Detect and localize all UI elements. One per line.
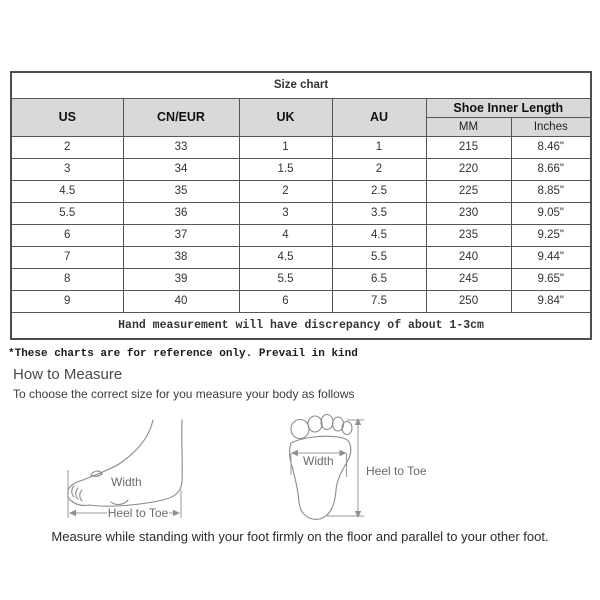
table-row	[11, 180, 591, 202]
table-cell: 4.5	[11, 180, 123, 202]
arch-detail	[111, 500, 128, 504]
table-cell: 5.5	[332, 246, 426, 268]
table-cell: 240	[426, 246, 511, 268]
table-cell: 8.66"	[511, 158, 591, 180]
table-cell: 34	[123, 158, 239, 180]
length-top-arrowhead-icon	[355, 418, 361, 425]
column-header-uk: UK	[239, 98, 332, 136]
table-cell: 4.5	[239, 246, 332, 268]
column-header-inches: Inches	[511, 117, 591, 136]
table-cell: 9.44"	[511, 246, 591, 268]
table-cell: 6.5	[332, 268, 426, 290]
table-cell: 7	[11, 246, 123, 268]
length-bottom-arrowhead-icon	[355, 511, 361, 518]
table-cell: 4.5	[332, 224, 426, 246]
table-cell: 33	[123, 136, 239, 158]
table-cell: 230	[426, 202, 511, 224]
toe-outline	[308, 416, 322, 432]
table-cell: 36	[123, 202, 239, 224]
toe-lines	[72, 486, 82, 501]
table-cell: 37	[123, 224, 239, 246]
table-cell: 225	[426, 180, 511, 202]
table-cell: 9.65"	[511, 268, 591, 290]
table-row	[11, 158, 591, 180]
table-cell: 8.46"	[511, 136, 591, 158]
table-cell: 2.5	[332, 180, 426, 202]
side-length-label: Heel to Toe	[107, 506, 169, 520]
top-length-label: Heel to Toe	[366, 464, 427, 478]
table-row	[11, 136, 591, 158]
table-cell: 2	[11, 136, 123, 158]
toe-outline	[321, 415, 333, 430]
table-row	[11, 268, 591, 290]
how-to-measure-subheading: To choose the correct size for you measure your body as follows	[13, 387, 355, 401]
table-row	[11, 246, 591, 268]
table-cell: 220	[426, 158, 511, 180]
table-cell: 39	[123, 268, 239, 290]
table-cell: 9.25"	[511, 224, 591, 246]
table-row	[11, 202, 591, 224]
reference-note: *These charts are for reference only. Prevail in kind	[8, 348, 358, 360]
width-left-arrowhead-icon	[291, 450, 298, 456]
table-cell: 9	[11, 290, 123, 312]
table-cell: 6	[239, 290, 332, 312]
table-cell: 215	[426, 136, 511, 158]
table-cell: 3.5	[332, 202, 426, 224]
size-chart-table	[10, 71, 592, 340]
table-cell: 2	[332, 158, 426, 180]
table-cell: 245	[426, 268, 511, 290]
table-cell: 1	[332, 136, 426, 158]
column-header-shoe-inner-length: Shoe Inner Length	[426, 98, 591, 117]
table-cell: 235	[426, 224, 511, 246]
table-cell: 2	[239, 180, 332, 202]
foot-sole-outline	[290, 436, 351, 519]
side-view-foot-diagram	[65, 418, 215, 528]
table-cell: 1.5	[239, 158, 332, 180]
table-cell: 9.84"	[511, 290, 591, 312]
table-cell: 9.05"	[511, 202, 591, 224]
table-header-row	[11, 98, 591, 117]
table-cell: 7.5	[332, 290, 426, 312]
table-cell: 4	[239, 224, 332, 246]
measure-instruction: Measure while standing with your foot firmly on the floor and parallel to your other foot.	[51, 529, 549, 544]
table-cell: 5.5	[239, 268, 332, 290]
column-header-mm: MM	[426, 117, 511, 136]
instep-detail	[91, 471, 102, 476]
table-cell: 3	[239, 202, 332, 224]
table-row	[11, 290, 591, 312]
width-right-arrowhead-icon	[340, 450, 347, 456]
table-cell: 40	[123, 290, 239, 312]
table-footnote: Hand measurement will have discrepancy of about 1-3cm	[11, 312, 591, 339]
table-footnote-row	[11, 312, 591, 339]
table-title: Size chart	[11, 72, 591, 98]
top-width-label: Width	[303, 454, 334, 468]
top-view-foot-diagram	[283, 413, 433, 528]
table-cell: 1	[239, 136, 332, 158]
column-header-us: US	[11, 98, 123, 136]
left-arrowhead-icon	[69, 510, 76, 516]
how-to-measure-heading: How to Measure	[13, 366, 123, 383]
big-toe-outline	[291, 420, 309, 439]
table-cell: 8	[11, 268, 123, 290]
right-arrowhead-icon	[173, 510, 180, 516]
table-cell: 35	[123, 180, 239, 202]
toe-outline	[342, 422, 352, 435]
table-cell: 8.85"	[511, 180, 591, 202]
side-width-label: Width	[111, 475, 142, 489]
table-cell: 6	[11, 224, 123, 246]
column-header-cn-eur: CN/EUR	[123, 98, 239, 136]
table-row	[11, 224, 591, 246]
table-title-row	[11, 72, 591, 98]
foot-side-outline	[68, 420, 183, 506]
column-header-au: AU	[332, 98, 426, 136]
table-cell: 5.5	[11, 202, 123, 224]
table-cell: 250	[426, 290, 511, 312]
table-cell: 3	[11, 158, 123, 180]
table-cell: 38	[123, 246, 239, 268]
